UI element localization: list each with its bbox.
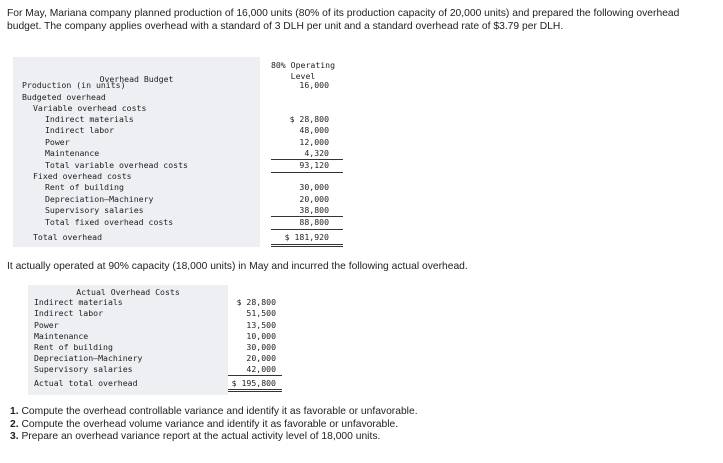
- actual-label-total: Actual total overhead: [34, 378, 138, 388]
- actual-label-depreciation: Depreciation—Machinery: [34, 353, 143, 363]
- total-underline: [271, 172, 343, 173]
- actual-value-rent: 30,000: [246, 342, 276, 352]
- actual-value-supervisory: 42,000: [246, 364, 276, 374]
- row-value-total-fixed: 88,800: [299, 217, 329, 227]
- actual-value-indirect-materials: $ 28,800: [236, 297, 276, 307]
- row-value-rent: 30,000: [299, 182, 329, 192]
- total-underline: [271, 229, 343, 230]
- question-text: Compute the overhead volume variance and identify it as favorable or unfavorable.: [18, 418, 399, 430]
- actual-value-total: $ 195,800: [231, 378, 276, 388]
- intro-paragraph: For May, Mariana company planned production of 16,000 units (80% of its production capacity of 20,000 units) and prepared the following overhead budget. The company applies overhead with a standard of 3 DLH per unit and a standard overhead rate of $3.79 per DLH.: [7, 8, 680, 32]
- actual-title: Actual Overhead Costs: [76, 287, 180, 297]
- row-label-rent: Rent of building: [45, 182, 124, 192]
- question-item: [10, 419, 418, 432]
- row-label-maintenance: Maintenance: [45, 148, 100, 158]
- actual-label-rent: Rent of building: [34, 342, 113, 352]
- row-label-fixed-costs: Fixed overhead costs: [33, 171, 132, 181]
- row-value-production: 16,000: [299, 80, 329, 90]
- row-label-indirect-labor: Indirect labor: [45, 125, 115, 135]
- row-label-variable-costs: Variable overhead costs: [33, 103, 147, 113]
- row-label-production: Production (in units): [22, 80, 126, 90]
- actual-label-supervisory: Supervisory salaries: [34, 364, 133, 374]
- row-label-supervisory: Supervisory salaries: [45, 205, 144, 215]
- question-number: 1.: [10, 406, 19, 417]
- row-value-total-overhead: $ 181,920: [284, 232, 329, 242]
- row-label-budgeted-overhead: Budgeted overhead: [22, 92, 106, 102]
- actual-value-power: 13,500: [246, 320, 276, 330]
- column-header-line1: 80% Operating: [270, 60, 336, 70]
- row-value-power: 12,000: [299, 137, 329, 147]
- question-number: 2.: [10, 418, 19, 430]
- overhead-budget-table: [13, 57, 343, 247]
- question-text: Compute the overhead controllable variance and identify it as favorable or unfavorable.: [18, 406, 418, 417]
- total-underline: [228, 375, 282, 376]
- row-label-power: Power: [45, 137, 70, 147]
- actual-value-indirect-labor: 51,500: [246, 308, 276, 318]
- row-value-indirect-labor: 48,000: [299, 125, 329, 135]
- row-value-maintenance: 4,320: [304, 148, 329, 158]
- row-label-total-overhead: Total overhead: [33, 232, 103, 242]
- actual-label-indirect-labor: Indirect labor: [34, 308, 104, 318]
- actual-label-power: Power: [34, 320, 59, 330]
- question-item: [10, 406, 418, 419]
- actual-label-maintenance: Maintenance: [34, 331, 89, 341]
- grand-total-double-underline: [228, 389, 282, 390]
- row-label-total-fixed: Total fixed overhead costs: [45, 217, 174, 227]
- grand-total-double-underline: [271, 246, 343, 247]
- row-value-total-variable: 93,120: [299, 160, 329, 170]
- question-list: [10, 406, 418, 444]
- row-value-depreciation: 20,000: [299, 194, 329, 204]
- actual-label-indirect-materials: Indirect materials: [34, 297, 123, 307]
- actual-operation-paragraph: It actually operated at 90% capacity (18,000 units) in May and incurred the following actual overhead.: [7, 261, 468, 272]
- row-label-total-variable: Total variable overhead costs: [45, 160, 188, 170]
- question-number: 3.: [10, 431, 19, 442]
- actual-value-depreciation: 20,000: [246, 353, 276, 363]
- row-label-depreciation: Depreciation—Machinery: [45, 194, 154, 204]
- actual-value-maintenance: 10,000: [246, 331, 276, 341]
- grand-total-double-underline: [228, 391, 282, 392]
- row-value-supervisory: 38,800: [299, 205, 329, 215]
- question-item: [10, 431, 418, 444]
- budget-title: Overhead Budget: [99, 74, 174, 84]
- actual-overhead-table: [28, 285, 286, 395]
- row-value-indirect-materials: $ 28,800: [289, 114, 329, 124]
- row-label-indirect-materials: Indirect materials: [45, 114, 134, 124]
- grand-total-double-underline: [271, 244, 343, 245]
- question-text: Prepare an overhead variance report at the actual activity level of 18,000 units.: [18, 431, 381, 442]
- column-header-line2: Level: [290, 71, 316, 82]
